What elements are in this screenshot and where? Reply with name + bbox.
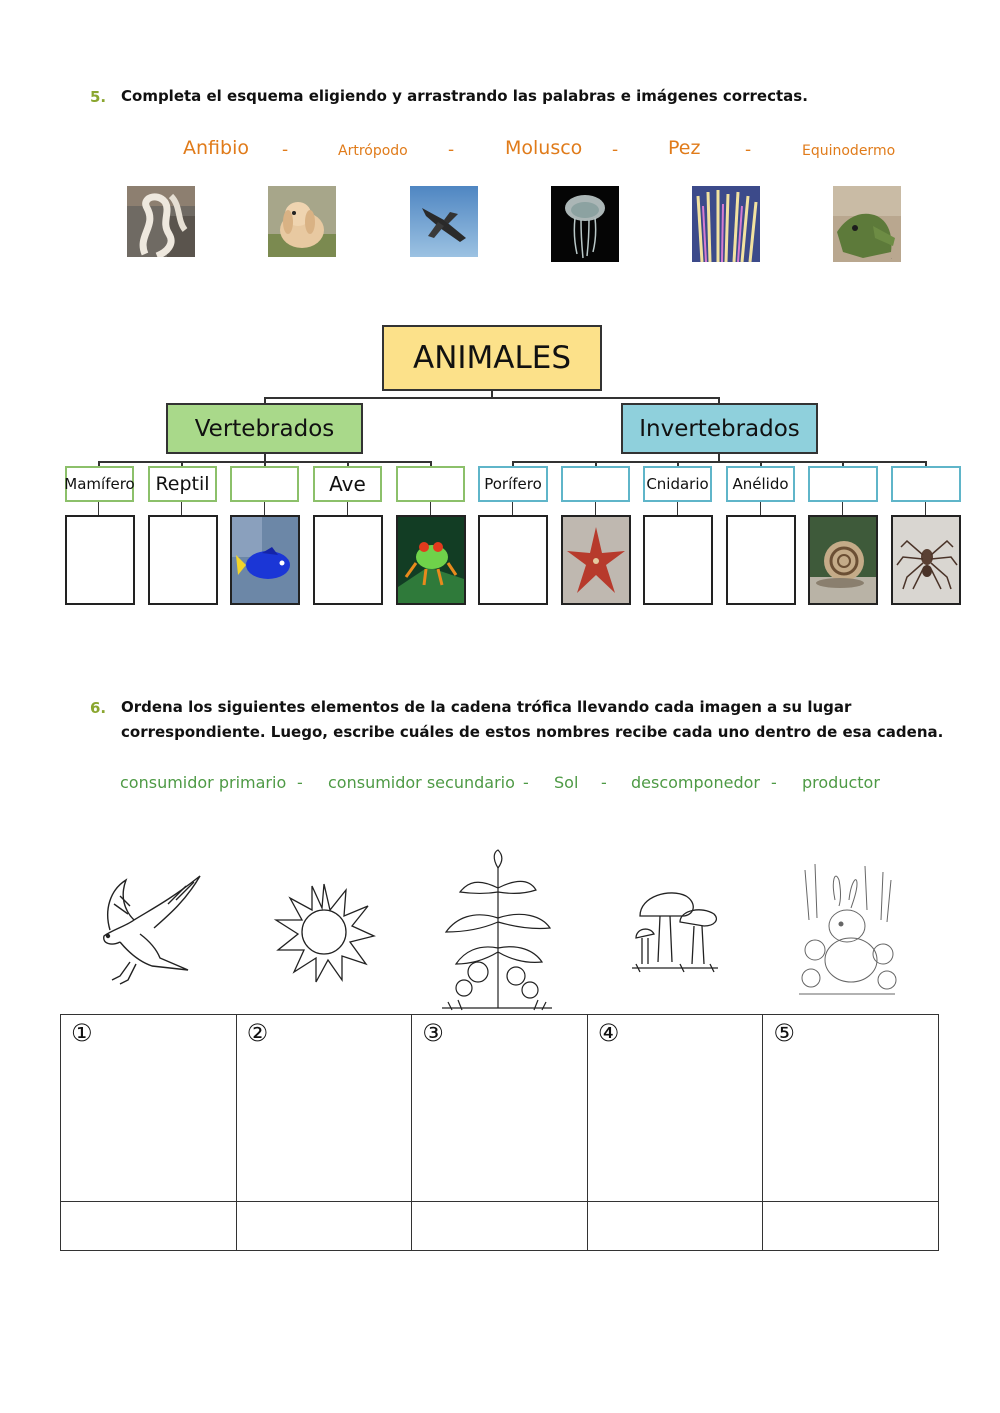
root-label: ANIMALES — [412, 340, 572, 376]
chain-name-field[interactable] — [236, 1202, 412, 1251]
invertebrados-box — [621, 403, 818, 454]
word-pez[interactable]: Pez — [668, 137, 701, 159]
connector — [98, 502, 99, 516]
connector — [347, 502, 348, 516]
label-anelido: Anélido — [726, 466, 795, 502]
snail-photo — [808, 515, 878, 605]
spider-photo — [891, 515, 961, 605]
label-mamifero: Mamífero — [65, 466, 134, 502]
slot-number: ④ — [597, 1019, 620, 1047]
label-drop-zone[interactable] — [891, 466, 961, 502]
separator: - — [745, 140, 752, 160]
image-drop-zone[interactable] — [65, 515, 135, 605]
connector — [430, 502, 431, 516]
q6-instruction-line1: Ordena los siguientes elementos de la cadena trófica llevando cada imagen a su lugar — [121, 698, 852, 716]
separator: - — [612, 140, 619, 160]
chain-name-field[interactable] — [61, 1202, 237, 1251]
snake-photo[interactable] — [127, 186, 195, 257]
frog-photo — [396, 515, 466, 605]
separator: - — [523, 773, 529, 792]
chain-slot-5[interactable] — [763, 1015, 939, 1202]
separator: - — [771, 773, 777, 792]
word-molusco[interactable]: Molusco — [505, 137, 583, 159]
slot-number: ② — [246, 1019, 269, 1047]
image-drop-zone[interactable] — [148, 515, 218, 605]
q6-instruction-line2: correspondiente. Luego, escribe cuáles de estos nombres recibe cada uno dentro de esa cadena. — [121, 723, 944, 741]
label-porifero: Porífero — [478, 466, 548, 502]
connector — [512, 461, 927, 463]
word-consumidor-secundario[interactable]: consumidor secundario — [328, 773, 515, 792]
separator: - — [448, 140, 455, 160]
chain-slot-4[interactable] — [587, 1015, 763, 1202]
slot-number: ③ — [422, 1019, 444, 1047]
q6-number: 6. — [90, 699, 107, 717]
image-drop-zone[interactable] — [313, 515, 383, 605]
jellyfish-photo[interactable] — [551, 186, 619, 262]
chain-slot-1[interactable] — [61, 1015, 237, 1202]
connector — [925, 502, 926, 516]
lizard-photo[interactable] — [833, 186, 901, 262]
bird-photo[interactable] — [410, 186, 478, 257]
rabbit-photo[interactable] — [268, 186, 336, 257]
chain-name-field[interactable] — [412, 1202, 588, 1251]
word-anfibio[interactable]: Anfibio — [183, 137, 249, 159]
fish-photo — [230, 515, 300, 605]
connector — [264, 502, 265, 516]
rabbit-drawing[interactable] — [795, 860, 900, 1000]
separator: - — [297, 773, 303, 792]
chain-slot-2[interactable] — [236, 1015, 412, 1202]
word-artropodo[interactable]: Artrópodo — [338, 143, 408, 159]
sun-drawing[interactable] — [272, 880, 376, 984]
word-consumidor-primario[interactable]: consumidor primario — [120, 773, 287, 792]
mushrooms-drawing[interactable] — [630, 882, 720, 977]
vertebrados-label: Vertebrados — [194, 415, 335, 442]
q5-number: 5. — [90, 88, 107, 106]
chain-name-field[interactable] — [763, 1202, 939, 1251]
root-box — [382, 325, 602, 391]
connector — [760, 502, 761, 516]
label-drop-zone[interactable] — [230, 466, 299, 502]
svg-text:.: . — [891, 255, 893, 260]
connector — [512, 502, 513, 516]
connector — [842, 502, 843, 516]
separator: - — [282, 140, 289, 160]
sponge-photo[interactable] — [692, 186, 760, 262]
word-equinodermo[interactable]: Equinodermo — [802, 143, 896, 159]
connector — [677, 502, 678, 516]
vertebrados-box — [166, 403, 363, 454]
word-sol[interactable]: Sol — [554, 773, 579, 792]
starfish-photo — [561, 515, 631, 605]
label-drop-zone[interactable] — [561, 466, 630, 502]
image-drop-zone[interactable] — [478, 515, 548, 605]
connector — [181, 502, 182, 516]
label-reptil: Reptil — [148, 466, 217, 502]
slot-number: ① — [71, 1019, 93, 1047]
image-drop-zone[interactable] — [643, 515, 713, 605]
image-drop-zone[interactable] — [726, 515, 796, 605]
connector — [264, 397, 720, 399]
q5-instruction: Completa el esquema eligiendo y arrastrando las palabras e imágenes correctas. — [121, 87, 808, 105]
word-descomponedor[interactable]: descomponedor — [631, 773, 760, 792]
word-productor[interactable]: productor — [802, 773, 880, 792]
chain-slot-3[interactable] — [412, 1015, 588, 1202]
invertebrados-label: Invertebrados — [639, 415, 800, 442]
chain-name-field[interactable] — [587, 1202, 763, 1251]
label-drop-zone[interactable] — [808, 466, 878, 502]
eagle-drawing[interactable] — [90, 870, 205, 995]
slot-number: ⑤ — [773, 1019, 795, 1047]
label-cnidario: Cnidario — [643, 466, 712, 502]
food-chain-table — [60, 1014, 939, 1251]
connector — [595, 502, 596, 516]
separator: - — [601, 773, 607, 792]
label-drop-zone[interactable] — [396, 466, 465, 502]
plant-drawing[interactable] — [438, 848, 556, 1012]
label-ave: Ave — [313, 466, 382, 502]
